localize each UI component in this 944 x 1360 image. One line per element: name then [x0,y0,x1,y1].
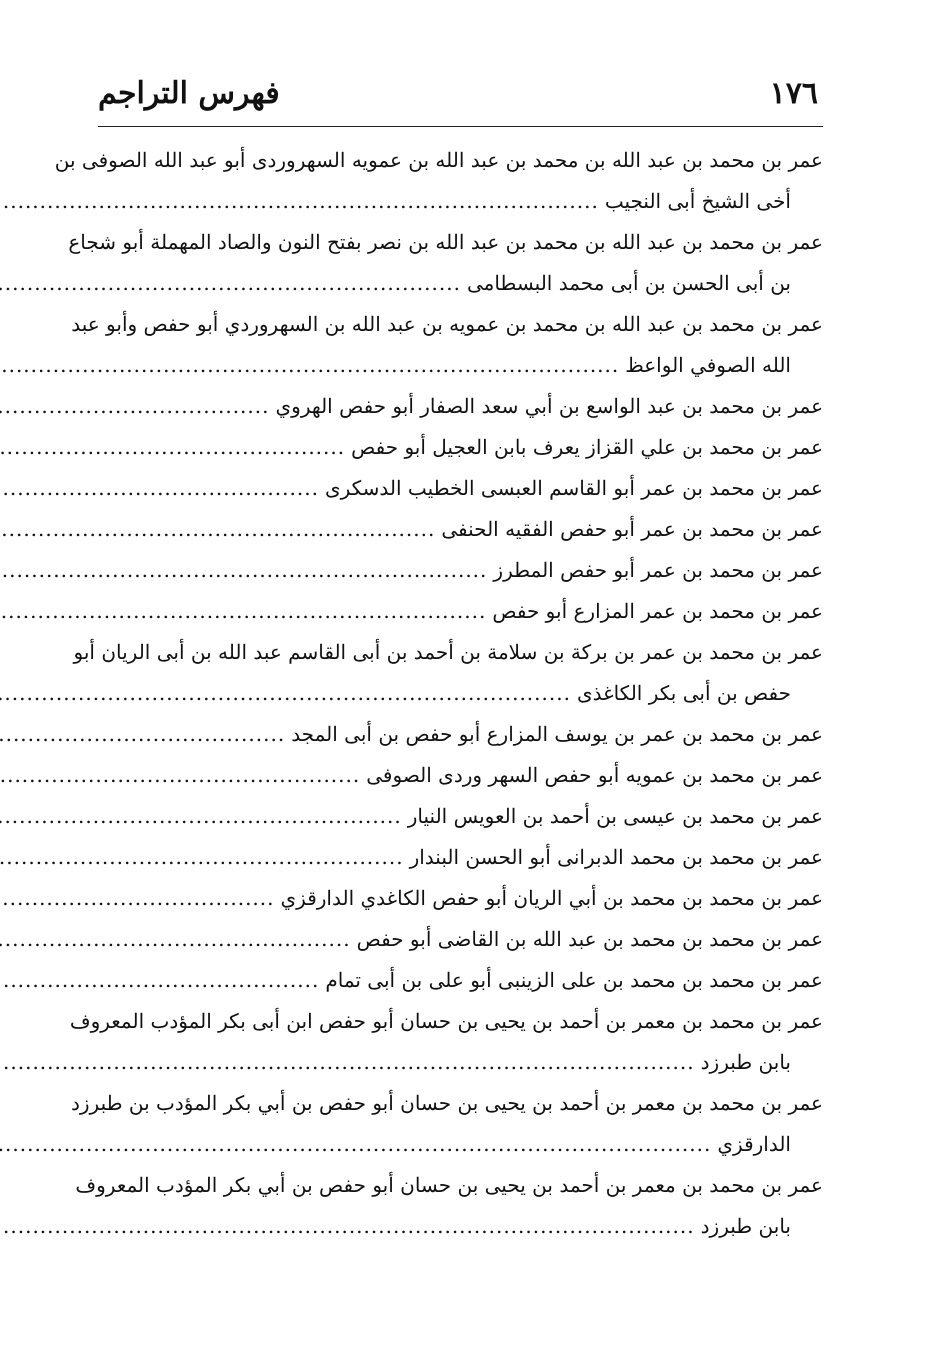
dot-leader [0,755,360,796]
entry-text: عمر بن محمد بن عمر بن يوسف المزارع أبو حفص بن أبى المجد [291,722,823,746]
entry-text: عمر بن محمد بن معمر بن أحمد بن يحيى بن حسان أبو حفص بن أبي بكر المؤدب بن طبرزد [70,1091,823,1115]
entry-text: عمر بن محمد بن عمر بن بركة بن سلامة بن أحمد بن أبى القاسم عبد الله بن أبى الريان أبو [73,640,823,664]
dot-leader [0,796,402,837]
entry-text: عمر بن محمد بن محمد بن أبي الريان أبو حفص الكاغدي الدارقزي [280,886,823,910]
entry-text: الله الصوفي الواعظ [625,353,791,377]
index-entry-line [98,714,823,755]
entry-text: عمر بن محمد بن عيسى بن أحمد بن العويس النيار [407,804,823,828]
entry-text: حفص بن أبى بكر الكاغذى [576,681,791,705]
index-entry-line [98,263,823,304]
index-entry-line [98,960,823,1001]
entry-text: عمر بن محمد بن عمر أبو القاسم العبسى الخطيب الدسكرى [324,476,823,500]
index-entry-line [98,1124,823,1165]
index-entry-line [54,140,823,181]
index-entry-line [98,1206,823,1247]
index-entry-line [98,755,823,796]
dot-leader [0,960,319,1001]
entry-text: عمر بن محمد بن عمويه أبو حفص السهر وردى الصوفى [366,763,823,787]
dot-leader [0,919,351,960]
dot-leader [0,714,285,755]
dot-leader [0,427,345,468]
index-entry-line [98,345,823,386]
page-number: ١٧٦ [769,76,818,111]
index-entry-line [69,1001,823,1042]
dot-leader [0,1206,695,1247]
entry-text: عمر بن محمد بن عبد الواسع بن أبي سعد الصفار أبو حفص الهروي [275,394,823,418]
entry-text: بابن طبرزد [700,1050,791,1074]
entry-text: بابن طبرزد [700,1214,791,1238]
entry-text: عمر بن محمد بن عمر المزارع أبو حفص [492,599,823,623]
dot-leader [0,468,319,509]
entry-text: عمر بن محمد بن عبد الله بن محمد بن عبد الله بن عمويه السهروردى أبو عبد الله الصوفى بن [54,148,823,172]
dot-leader [0,386,270,427]
index-entry-line [75,1165,823,1206]
entry-text: عمر بن محمد بن عمر أبو حفص الفقيه الحنفى [441,517,823,541]
dot-leader [0,837,404,878]
index-entry-line [98,796,823,837]
dot-leader [0,263,461,304]
header-rule [98,126,823,127]
dot-leader [0,1042,695,1083]
index-entry-line [71,304,823,345]
index-entry-line [98,468,823,509]
index-entry-line [98,1042,823,1083]
dot-leader [0,878,275,919]
index-entry-line [98,386,823,427]
entry-text: عمر بن محمد بن محمد بن عبد الله بن القاضى أبو حفص [356,927,823,951]
index-entry-line [98,181,823,222]
index-entry-line [98,591,823,632]
dot-leader [0,1124,711,1165]
index-entry-line [98,509,823,550]
index-entry-line [98,427,823,468]
index-entry-line [98,837,823,878]
dot-leader [0,181,599,222]
entry-text: عمر بن محمد بن عبد الله بن محمد بن عبد الله بن نصر بفتح النون والصاد المهملة أبو شجاع [68,230,823,254]
dot-leader [0,591,486,632]
entry-text: عمر بن محمد بن معمر بن أحمد بن يحيى بن حسان أبو حفص بن أبي بكر المؤدب المعروف [75,1173,823,1197]
page-title: فهرس التراجم [98,76,280,111]
dot-leader [0,550,487,591]
entry-text: أخى الشيخ أبى النجيب [604,189,791,213]
entry-list [54,140,823,1247]
index-entry-line [68,222,823,263]
entry-text: عمر بن محمد بن محمد الدبرانى أبو الحسن البندار [409,845,823,869]
entry-text: الدارقزي [717,1132,791,1156]
entry-text: عمر بن محمد بن عمر أبو حفص المطرز [493,558,823,582]
dot-leader [0,673,571,714]
index-entry-line [98,550,823,591]
entry-text: عمر بن محمد بن علي القزاز يعرف بابن العجيل أبو حفص [351,435,823,459]
dot-leader [0,345,619,386]
index-entry-line [73,632,823,673]
index-entry-line [98,878,823,919]
index-entry-line [70,1083,823,1124]
entry-text: بن أبى الحسن بن أبى محمد البسطامى [466,271,791,295]
entry-text: عمر بن محمد بن معمر بن أحمد بن يحيى بن حسان أبو حفص ابن أبى بكر المؤدب المعروف [69,1009,823,1033]
index-entry-line [98,919,823,960]
entry-text: عمر بن محمد بن عبد الله بن محمد بن عمويه بن عبد الله بن السهروردي أبو حفص وأبو عبد [71,312,823,336]
index-entry-line [98,673,823,714]
entry-text: عمر بن محمد بن محمد بن على الزينبى أبو على بن أبى تمام [325,968,823,992]
dot-leader [0,509,435,550]
